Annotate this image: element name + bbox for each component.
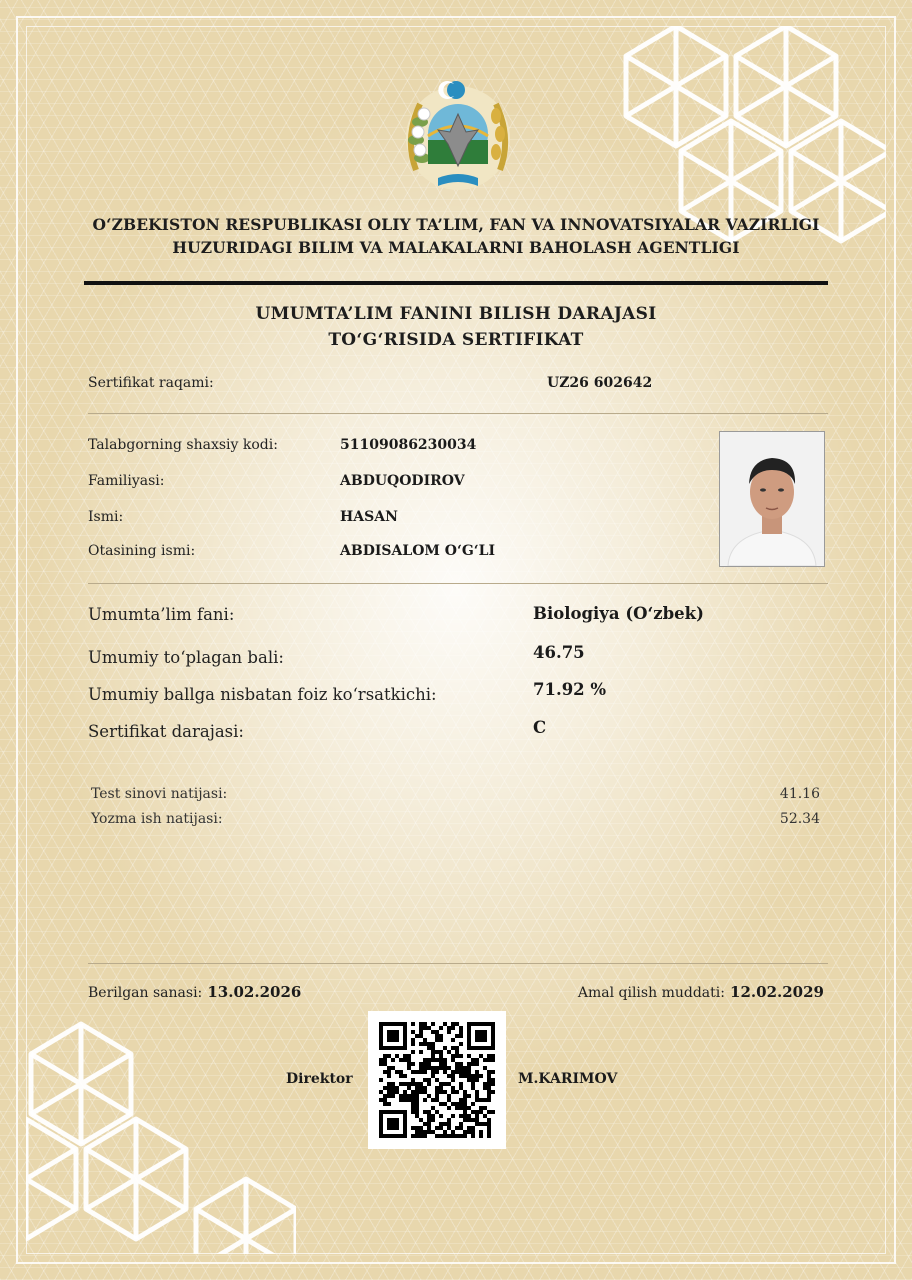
director-title: Direktor <box>286 1071 353 1087</box>
person-photo <box>719 431 825 567</box>
corner-ornament-bottom-left <box>26 984 296 1254</box>
personal-code-value: 51109086230034 <box>340 437 477 453</box>
written-result-value: 52.34 <box>779 811 820 827</box>
percentage-value: 71.92 % <box>533 680 607 699</box>
surname-value: ABDUQODIROV <box>340 473 465 489</box>
total-score-value: 46.75 <box>533 643 585 662</box>
agency-line-2: HUZURIDAGI BILIM VA MALAKALARNI BAHOLASH AGENTLIGI <box>172 238 740 257</box>
divider-2 <box>88 583 828 584</box>
valid-until-date <box>578 982 824 1001</box>
percentage-label: Umumiy ballga nisbatan foiz ko‘rsatkichi: <box>88 685 437 704</box>
valid-until-value: 12.02.2029 <box>730 983 824 1001</box>
certificate-number-value: UZ26 602642 <box>547 375 653 391</box>
test-result-label: Test sinovi natijasi: <box>91 786 228 802</box>
certificate-title-line-2: TO‘G‘RISIDA SERTIFIKAT <box>328 330 584 350</box>
surname-label: Familiyasi: <box>88 473 165 489</box>
divider-1 <box>88 413 828 414</box>
subject-value: Biologiya (O‘zbek) <box>533 604 704 623</box>
qr-code-icon <box>368 1011 506 1149</box>
header-divider <box>84 281 828 285</box>
subject-label: Umumta’lim fani: <box>88 605 235 624</box>
valid-until-label: Amal qilish muddati: <box>577 985 725 1001</box>
patronymic-value: ABDISALOM O‘G‘LI <box>340 543 496 559</box>
name-label: Ismi: <box>88 509 124 525</box>
state-emblem-icon <box>398 74 518 194</box>
personal-code-label: Talabgorning shaxsiy kodi: <box>88 437 278 453</box>
issued-date-label: Berilgan sanasi: <box>88 985 203 1001</box>
agency-line-1: O‘ZBEKISTON RESPUBLIKASI OLIY TA’LIM, FAN VA INNOVATSIYALAR VAZIRLIGI <box>92 215 820 234</box>
certificate-title-line-1: UMUMTA’LIM FANINI BILISH DARAJASI <box>255 304 657 324</box>
certificate-level-label: Sertifikat darajasi: <box>88 722 244 741</box>
certificate-number-label: Sertifikat raqami: <box>88 375 214 391</box>
test-result-value: 41.16 <box>779 786 820 802</box>
divider-3 <box>88 963 828 964</box>
written-result-label: Yozma ish natijasi: <box>91 811 223 827</box>
issued-date-value: 13.02.2026 <box>207 983 302 1001</box>
name-value: HASAN <box>340 509 398 525</box>
director-name: M.KARIMOV <box>518 1071 618 1087</box>
total-score-label: Umumiy to‘plagan bali: <box>88 648 284 667</box>
patronymic-label: Otasining ismi: <box>88 543 196 559</box>
issued-date <box>88 982 301 1001</box>
certificate-level-value: C <box>533 718 547 737</box>
